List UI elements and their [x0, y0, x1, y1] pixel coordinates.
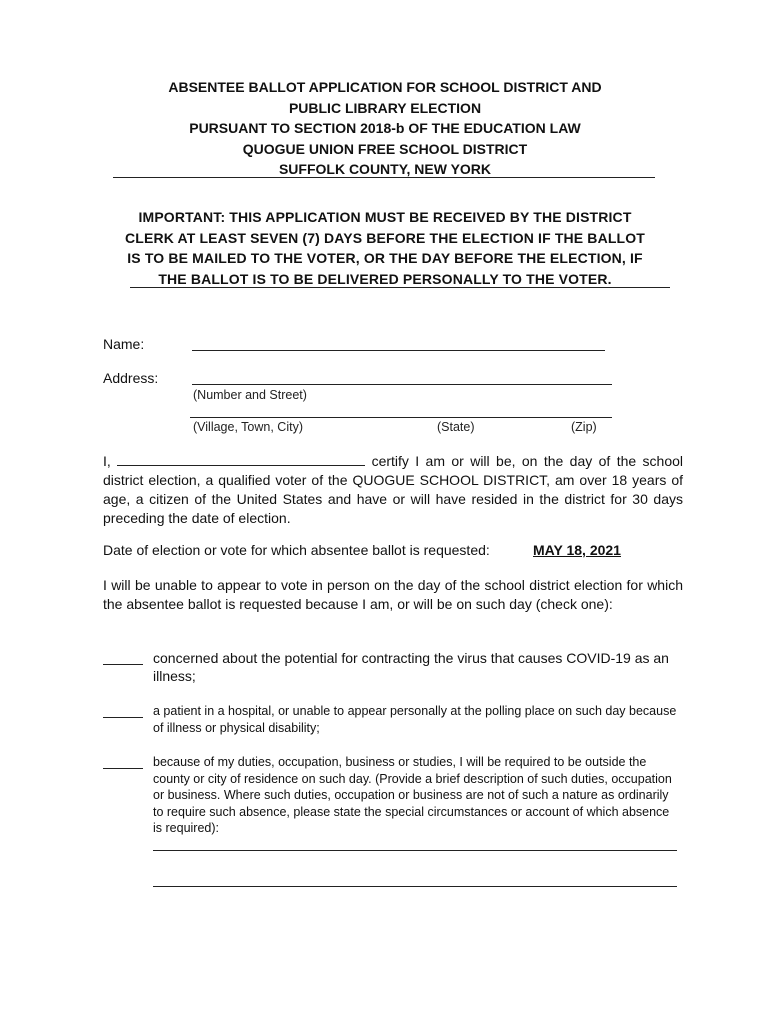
name-field[interactable] — [192, 350, 605, 351]
street-hint: (Number and Street) — [193, 388, 307, 402]
certify-prefix: I, — [103, 453, 111, 469]
important-underline — [130, 287, 670, 288]
certify-text: certify I am or will be, on the day of the school district election, a qualified voter of the QUOGUE SCHOOL DISTRICT, am over 18 years of age, a citizen of the United States and have or will have resided in the district for 30 days preceding the date of election. — [103, 453, 684, 526]
important-line-3: IS TO BE MAILED TO THE VOTER, OR THE DAY BEFORE THE ELECTION, IF — [127, 250, 643, 266]
header-line-5: SUFFOLK COUNTY, NEW YORK — [278, 161, 492, 177]
city-state-zip-field[interactable] — [190, 417, 612, 418]
address-label: Address: — [103, 370, 159, 386]
option-duties-checkbox[interactable] — [103, 768, 143, 769]
header-line-1: ABSENTEE BALLOT APPLICATION FOR SCHOOL DISTRICT AND — [168, 79, 602, 95]
option-duties-text: because of my duties, occupation, business or studies, I will be required to be outside the county or city of residence on such day. (Provide a brief description of such duties, occupation or business. Where such duties, occupation or business are not of such a nature as ordinarily to require such absence, please state the special circumstances or account of which absence is required): — [153, 755, 672, 835]
election-date-label: Date of election or vote for which absentee ballot is requested: — [103, 542, 490, 558]
reason-intro: I will be unable to appear to vote in person on the day of the school district election for which the absentee ballot is requested because I am, or will be on such day (check one): — [103, 577, 683, 612]
certification-paragraph — [103, 452, 683, 528]
header-line-4: QUOGUE UNION FREE SCHOOL DISTRICT — [242, 140, 528, 157]
zip-hint: (Zip) — [571, 420, 597, 434]
option-covid-text: concerned about the potential for contracting the virus that causes COVID-19 as an illness; — [153, 650, 669, 684]
important-notice — [0, 207, 770, 289]
name-label: Name: — [103, 336, 145, 352]
header-line-2: PUBLIC LIBRARY ELECTION — [288, 99, 482, 116]
option-illness-checkbox[interactable] — [103, 717, 143, 718]
explanation-line-2[interactable] — [153, 886, 677, 887]
option-illness-text: a patient in a hospital, or unable to appear personally at the polling place on such day because of illness or physical disability; — [153, 704, 677, 735]
state-hint: (State) — [437, 420, 475, 434]
voter-name-blank[interactable] — [117, 465, 365, 466]
header-divider — [113, 177, 655, 178]
option-covid-checkbox[interactable] — [103, 664, 143, 665]
important-line-2: CLERK AT LEAST SEVEN (7) DAYS BEFORE THE ELECTION IF THE BALLOT — [125, 229, 645, 246]
village-hint: (Village, Town, City) — [193, 420, 303, 434]
important-line-4: THE BALLOT IS TO BE DELIVERED PERSONALLY TO THE VOTER. — [158, 270, 612, 287]
street-address-field[interactable] — [192, 384, 612, 385]
explanation-line-1[interactable] — [153, 850, 677, 851]
document-header — [0, 77, 770, 180]
important-line-1: IMPORTANT: THIS APPLICATION MUST BE RECEIVED BY THE DISTRICT — [138, 209, 632, 225]
election-date-value: MAY 18, 2021 — [533, 542, 621, 558]
header-line-3: PURSUANT TO SECTION 2018-b OF THE EDUCATION LAW — [189, 120, 581, 136]
